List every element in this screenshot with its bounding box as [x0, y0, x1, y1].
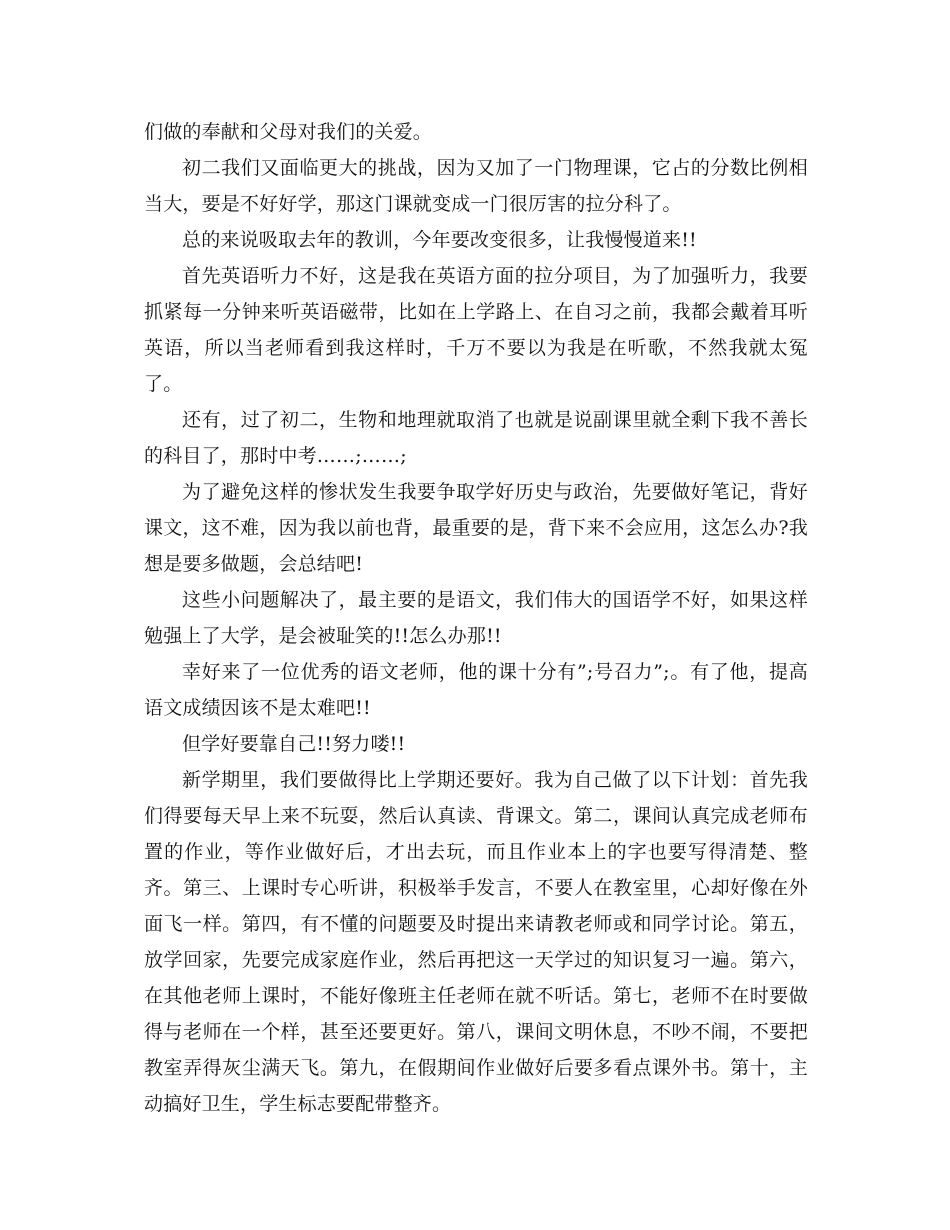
paragraph: 幸好来了一位优秀的语文老师，他的课十分有”;号召力”;。有了他，提高语文成绩因该不是太难吧!! [144, 661, 808, 719]
paragraph: 这些小问题解决了，最主要的是语文，我们伟大的国语学不好，如果这样勉强上了大学，是会被耻笑的!!怎么办那!! [144, 589, 808, 647]
paragraph: 但学好要靠自己!!努力喽!! [182, 733, 406, 755]
paragraph: 还有，过了初二，生物和地理就取消了也就是说副课里就全剩下我不善长的科目了，那时中考……;……; [144, 409, 808, 467]
paragraph-continued: 们做的奉献和父母对我们的关爱。 [144, 121, 433, 143]
document-body [144, 114, 808, 1122]
paragraph: 为了避免这样的惨状发生我要争取学好历史与政治，先要做好笔记，背好课文，这不难，因为我以前也背，最重要的是，背下来不会应用，这怎么办?我想是要多做题，会总结吧! [144, 481, 808, 575]
paragraph: 总的来说吸取去年的教训，今年要改变很多，让我慢慢道来!! [182, 229, 697, 251]
paragraph: 首先英语听力不好，这是我在英语方面的拉分项目，为了加强听力，我要抓紧每一分钟来听英语磁带，比如在上学路上、在自习之前，我都会戴着耳听英语，所以当老师看到我这样时，千万不要以为我是在听歌，不然我就太冤了。 [144, 265, 808, 395]
paragraph: 新学期里，我们要做得比上学期还要好。我为自己做了以下计划：首先我们得要每天早上来不玩耍，然后认真读、背课文。第二，课间认真完成老师布置的作业，等作业做好后，才出去玩，而且作业本上的字也要写得清楚、整齐。第三、上课时专心听讲，积极举手发言，不要人在教室里，心却好像在外面飞一样。第四，有不懂的问题要及时提出来请教老师或和同学讨论。第五，放学回家，先要完成家庭作业，然后再把这一天学过的知识复习一遍。第六，在其他老师上课时，不能好像班主任老师在就不听话。第七，老师不在时要做得与老师在一个样，甚至还要更好。第八，课间文明休息，不吵不闹，不要把教室弄得灰尘满天飞。第九，在假期间作业做好后要多看点课外书。第十，主动搞好卫生，学生标志要配带整齐。 [144, 769, 808, 1115]
paragraph: 初二我们又面临更大的挑战，因为又加了一门物理课，它占的分数比例相当大，要是不好好学，那这门课就变成一门很厉害的拉分科了。 [144, 157, 808, 215]
